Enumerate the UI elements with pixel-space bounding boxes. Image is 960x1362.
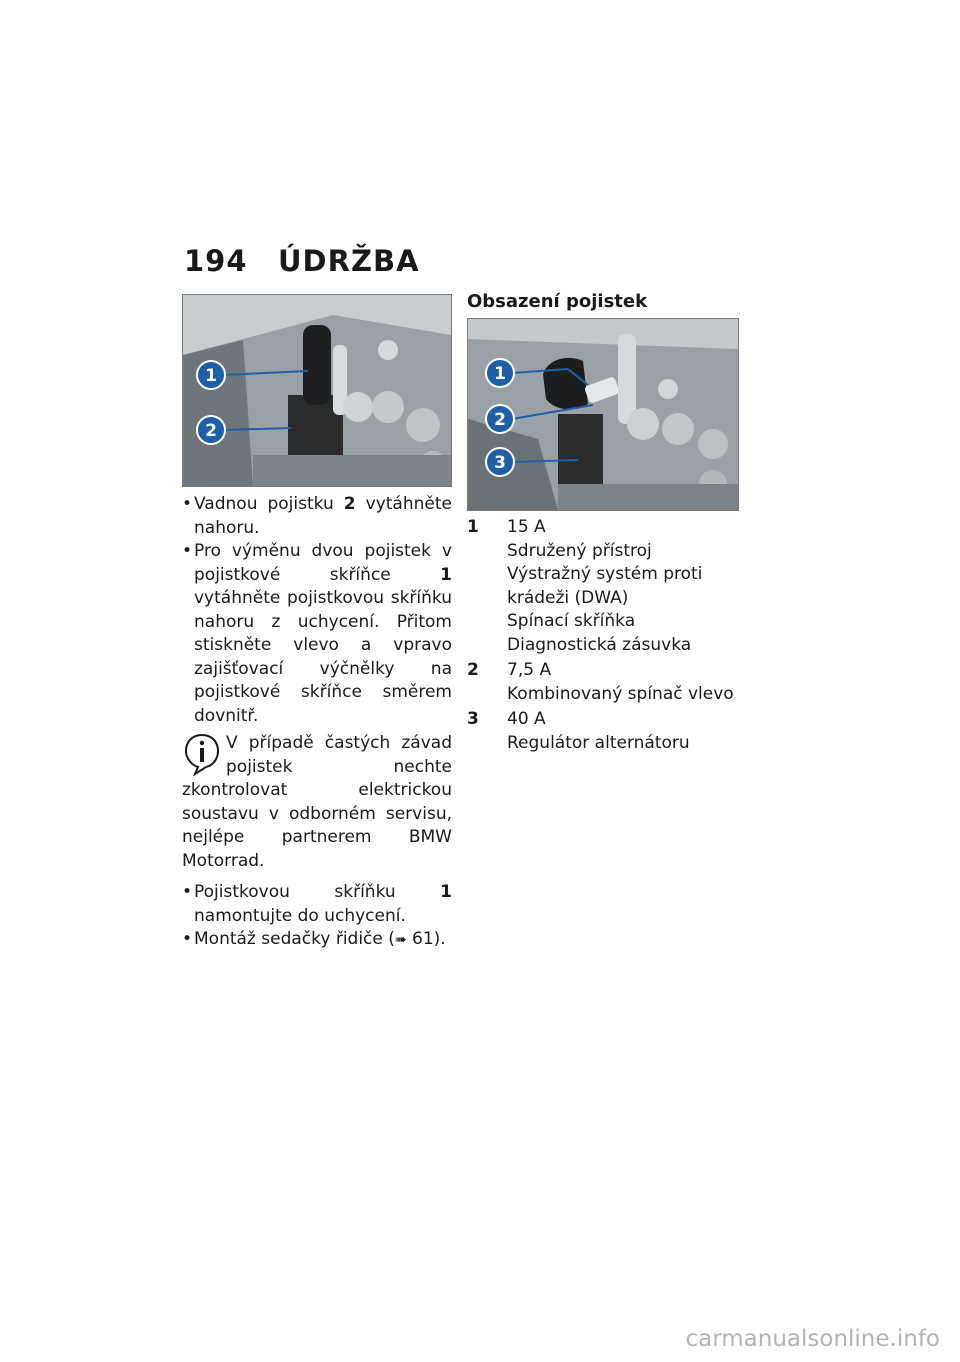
fuse-rating: 7,5 A: [507, 660, 552, 680]
fuse-list: [467, 516, 747, 757]
instructions-column: [182, 493, 452, 953]
watermark: carmanualsonline.info: [685, 1326, 940, 1352]
fuse-item: [467, 708, 747, 755]
callout-2: [486, 405, 514, 433]
fuse-circuit: Diagnostická zásuvka: [507, 634, 692, 655]
fuse-circuit: Regulátor alternátoru: [507, 732, 690, 753]
fuse-assignment-title: Obsazení pojistek: [467, 291, 648, 312]
svg-text:2: 2: [205, 421, 217, 441]
fuse-rating: 15 A: [507, 517, 546, 537]
info-note: [182, 732, 452, 873]
fuse-circuit: Spínací skříňka: [507, 611, 636, 631]
callout-1: [486, 359, 514, 387]
callout-3: [486, 448, 514, 476]
svg-text:2: 2: [494, 410, 506, 430]
step-remove-fuse: • Vadnou pojistku 2 vytáhněte nahoru.: [182, 493, 452, 540]
fuse-circuit: Výstražný systém proti: [507, 564, 703, 584]
fuse-circuit: krádeži (DWA): [507, 587, 629, 608]
callout-2: [197, 416, 225, 444]
page-header: [184, 244, 420, 278]
callout-1: [197, 361, 225, 389]
arrow-icon: ➠: [394, 932, 407, 948]
fuse-rating: 40 A: [507, 709, 546, 729]
fuse-item: [467, 659, 747, 706]
step-replace-fuses: • Pro výměnu dvou pojistek v pojistkové skříňce 1 vytáhněte pojistkovou skříňku nahoru z uchycení. Přitom stiskněte vlevo a vpravo zajišťovací výčnělky na pojistkové skříňce směrem dovnitř.: [182, 540, 452, 728]
svg-text:1: 1: [205, 366, 217, 386]
fuse-circuit: Sdružený přístroj: [507, 540, 652, 561]
step-install-seat: • Montáž sedačky řidiče (➠ 61).: [182, 928, 452, 953]
page-number: 194: [184, 244, 248, 278]
step-install-fusebox: • Pojistkovou skříňku 1 namontujte do uchycení.: [182, 881, 452, 928]
svg-text:3: 3: [494, 453, 506, 473]
fuse-box-photo-left: [182, 294, 452, 487]
fuse-box-photo-right: [467, 318, 739, 511]
chapter-title: ÚDRŽBA: [278, 244, 420, 278]
fuse-number: 3: [467, 709, 479, 729]
svg-text:1: 1: [494, 364, 506, 384]
fuse-item: [467, 516, 747, 657]
info-icon: [182, 732, 222, 776]
info-text: V případě častých závad pojistek nechte zkontrolovat elektrickou soustavu v odborném servisu, nejlépe partnerem BMW Motorrad.: [182, 733, 452, 871]
fuse-number: 1: [467, 517, 479, 537]
fuse-circuit: Kombinovaný spínač vlevo: [507, 683, 734, 704]
fuse-number: 2: [467, 660, 479, 680]
